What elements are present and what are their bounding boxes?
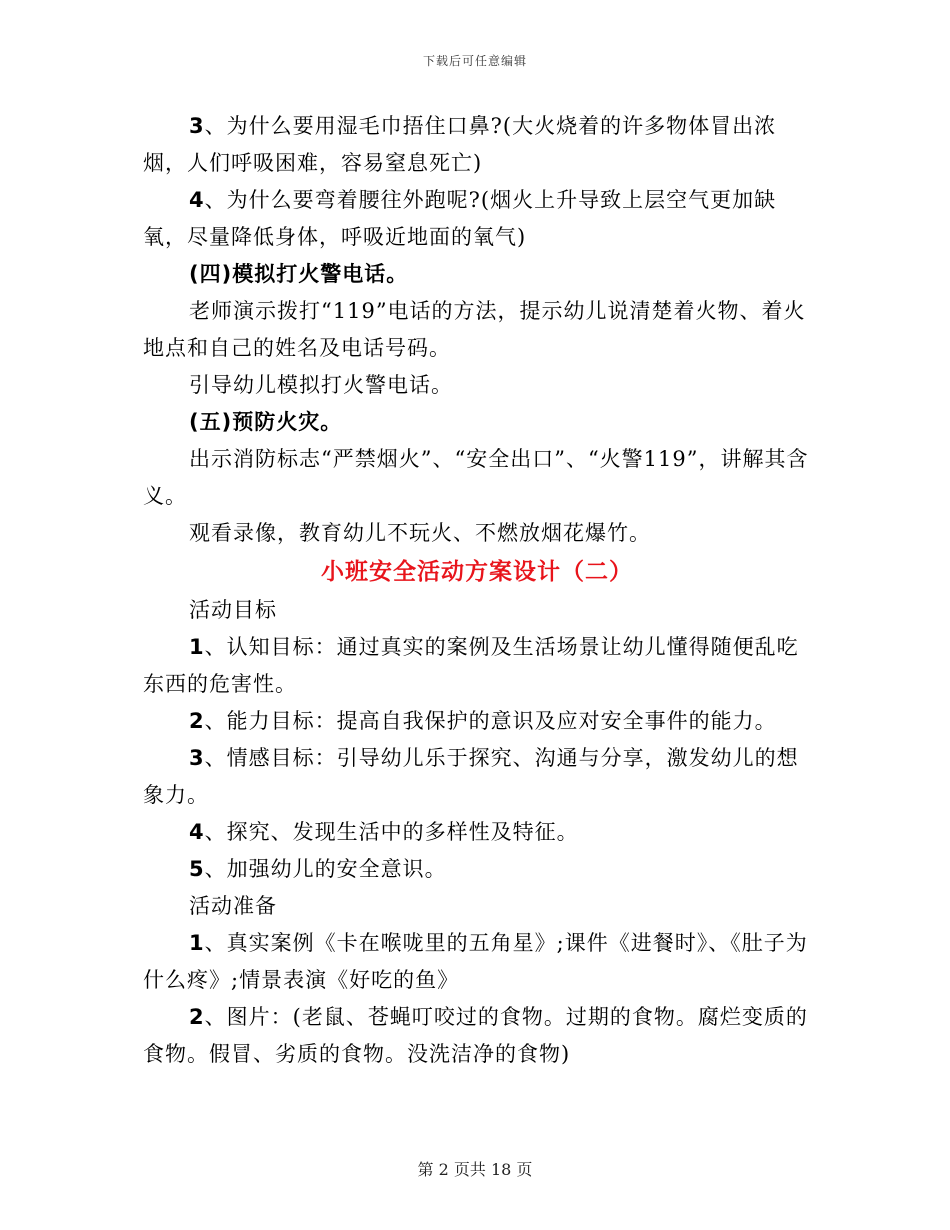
goal-3-text: 、情感目标：引导幼儿乐于探究、沟通与分享，激发幼儿的想象力。: [143, 746, 799, 807]
prep-1-text: 、真实案例《卡在喉咙里的五角星》;课件《进餐时》、《肚子为什么疼》;情景表演《好吃的鱼》: [143, 931, 808, 992]
question-3: [143, 108, 811, 182]
question-4-number: 4: [189, 188, 205, 212]
page-footer: 第 2 页共 18 页: [417, 1160, 533, 1179]
goal-5-number: 5: [189, 857, 205, 881]
goal-4-text: 、探究、发现生活中的多样性及特征。: [204, 820, 579, 844]
section-title: 小班安全活动方案设计（二）: [321, 559, 633, 585]
prep-2-number: 2: [189, 1005, 205, 1029]
goal-1-number: 1: [189, 635, 205, 659]
question-4-text: 、为什么要弯着腰往外跑呢?(烟火上升导致上层空气更加缺氧，尽量降低身体，呼吸近地面的氧气): [143, 188, 777, 249]
question-3-text: 、为什么要用湿毛巾捂住口鼻?(大火烧着的许多物体冒出浓烟，人们呼吸困难，容易窒息死亡): [143, 114, 777, 175]
goal-5-text: 、加强幼儿的安全意识。: [204, 857, 447, 881]
goal-3: [143, 740, 811, 814]
goal-3-number: 3: [189, 746, 205, 770]
goal-1: [143, 629, 811, 703]
goal-2-text: 、能力目标：提高自我保护的意识及应对安全事件的能力。: [204, 709, 777, 733]
goal-4-number: 4: [189, 820, 205, 844]
goal-4: [143, 814, 811, 851]
goals-label: 活动目标: [189, 598, 277, 622]
prep-1: [143, 925, 811, 999]
section-4-heading: (四)模拟打火警电话。: [189, 262, 409, 286]
page-header: 下载后可任意编辑: [422, 54, 527, 68]
section-5-paragraph-1: 出示消防标志“严禁烟火”、“安全出口”、“火警119”，讲解其含义。: [143, 447, 809, 508]
section-5-paragraph-2: 观看录像，教育幼儿不玩火、不燃放烟花爆竹。: [189, 521, 651, 545]
question-3-number: 3: [189, 114, 205, 138]
prep-2: [143, 999, 811, 1073]
section-5-heading: (五)预防火灾。: [189, 410, 343, 434]
section-4-paragraph-1: 老师演示拨打“119”电话的方法，提示幼儿说清楚着火物、着火地点和自己的姓名及电话号码。: [143, 299, 806, 360]
goal-5: [143, 851, 811, 888]
goal-1-text: 、认知目标：通过真实的案例及生活场景让幼儿懂得随便乱吃东西的危害性。: [143, 635, 799, 696]
goal-2-number: 2: [189, 709, 205, 733]
goal-2: [143, 703, 811, 740]
section-4-paragraph-2: 引导幼儿模拟打火警电话。: [189, 373, 453, 397]
prep-2-text: 、图片：(老鼠、苍蝇叮咬过的食物。过期的食物。腐烂变质的食物。假冒、劣质的食物。没洗洁净的食物): [143, 1005, 808, 1066]
prep-1-number: 1: [189, 931, 205, 955]
document-body: [143, 108, 811, 1073]
prep-label: 活动准备: [189, 894, 277, 918]
question-4: [143, 182, 811, 256]
